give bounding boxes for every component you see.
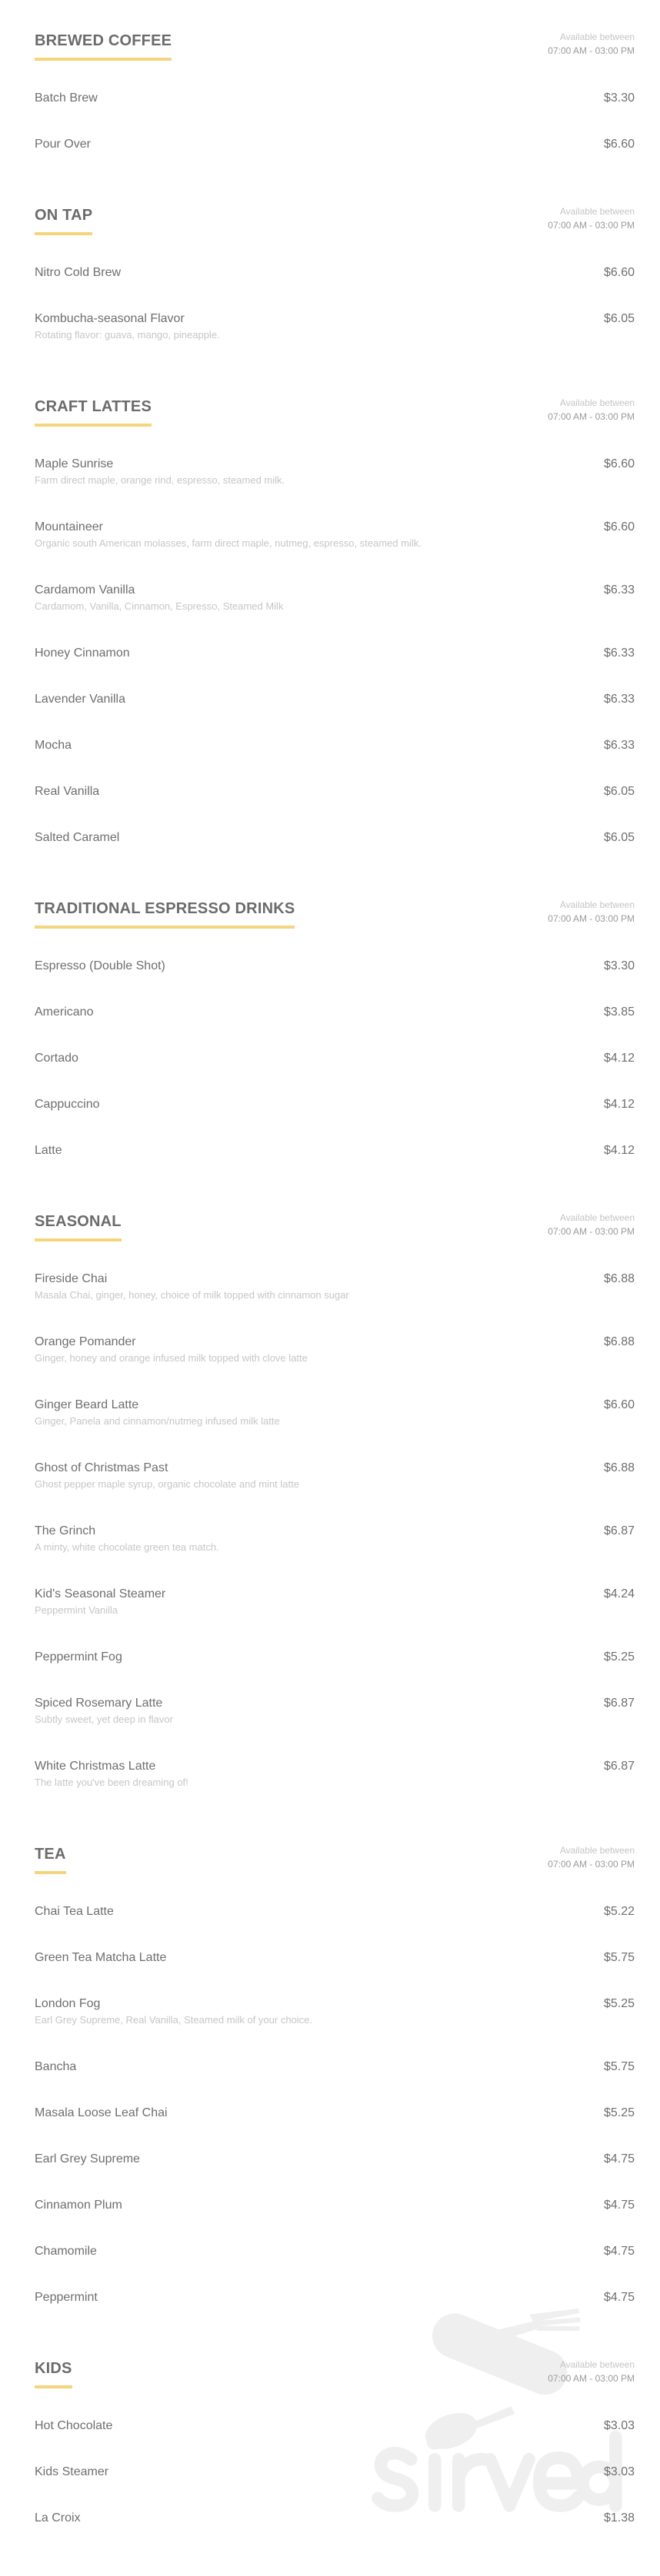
item-price: $3.30 [603, 91, 635, 105]
menu-item[interactable] [0, 1904, 660, 1920]
section-header [0, 8, 660, 91]
availability-hours: 07:00 AM - 03:00 PM [548, 1226, 635, 1237]
item-price: $4.12 [603, 1052, 635, 1065]
item-price: $4.75 [603, 2152, 635, 2166]
menu-item[interactable] [0, 1051, 660, 1066]
item-price: $3.85 [603, 1005, 635, 1019]
menu-item[interactable] [0, 784, 660, 799]
menu-item[interactable] [0, 2511, 660, 2526]
menu-item[interactable] [0, 1143, 660, 1158]
section-title: KIDS [35, 2358, 72, 2388]
menu-item[interactable] [0, 692, 660, 707]
item-name: London Fog [35, 1997, 101, 2010]
item-name: Mocha [35, 739, 72, 752]
item-price: $4.12 [603, 1144, 635, 1157]
item-name: Green Tea Matcha Latte [35, 1951, 167, 1964]
menu-item[interactable] [0, 2198, 660, 2213]
item-name: Ghost of Christmas Past [35, 1461, 168, 1474]
item-price: $6.87 [603, 1697, 635, 1710]
availability-info [548, 1211, 635, 1238]
availability-info [548, 1843, 635, 1871]
menu-item[interactable] [0, 457, 660, 489]
item-price: $6.88 [603, 1461, 635, 1474]
menu-item[interactable] [0, 2418, 660, 2434]
menu-section [0, 876, 660, 1158]
availability-label: Available between [559, 2359, 635, 2370]
item-price: $5.75 [603, 2060, 635, 2073]
item-name: Ginger Beard Latte [35, 1398, 139, 1411]
item-description: Organic south American molasses, farm direct maple, nutmeg, espresso, steamed milk. [35, 537, 422, 549]
menu-section [0, 183, 660, 344]
item-name: Cinnamon Plum [35, 2199, 122, 2212]
item-description: The latte you've been dreaming of! [35, 1777, 188, 1788]
item-description: Ghost pepper maple syrup, organic chocolate and mint latte [35, 1478, 299, 1490]
section-title: BREWED COFFEE [35, 31, 172, 61]
item-price: $5.25 [603, 1650, 635, 1664]
item-name: La Croix [35, 2511, 81, 2524]
section-header [0, 1822, 660, 1904]
availability-hours: 07:00 AM - 03:00 PM [548, 2373, 635, 2384]
menu-item[interactable] [0, 2465, 660, 2480]
menu-section [0, 2336, 660, 2526]
item-description: Peppermint Vanilla [35, 1604, 118, 1616]
item-price: $4.75 [603, 2199, 635, 2212]
availability-info [548, 30, 635, 58]
item-price: $6.05 [603, 831, 635, 844]
item-price: $3.03 [603, 2419, 635, 2432]
item-price: $6.60 [603, 266, 635, 279]
section-header [0, 876, 660, 959]
item-name: Spiced Rosemary Latte [35, 1697, 163, 1710]
section-header [0, 2336, 660, 2418]
menu-item[interactable] [0, 959, 660, 974]
availability-info [548, 2358, 635, 2385]
item-name: Cardamom Vanilla [35, 583, 135, 597]
availability-info [548, 204, 635, 232]
menu-section [0, 1822, 660, 2305]
menu-item[interactable] [0, 1461, 660, 1493]
item-name: Earl Grey Supreme [35, 2152, 140, 2166]
item-price: $4.24 [603, 1587, 635, 1600]
item-price: $6.05 [603, 785, 635, 798]
item-price: $6.60 [603, 138, 635, 151]
menu-item[interactable] [0, 830, 660, 846]
menu-item[interactable] [0, 646, 660, 661]
item-name: Pour Over [35, 138, 91, 151]
item-price: $6.33 [603, 583, 635, 597]
item-name: Batch Brew [35, 91, 98, 105]
availability-hours: 07:00 AM - 03:00 PM [548, 45, 635, 56]
availability-label: Available between [559, 206, 635, 217]
menu-item[interactable] [0, 265, 660, 281]
item-name: Salted Caramel [35, 831, 120, 844]
item-price: $6.33 [603, 646, 635, 660]
item-name: Mountaineer [35, 520, 103, 533]
menu-item[interactable] [0, 137, 660, 152]
item-name: Espresso (Double Shot) [35, 959, 165, 972]
item-name: Orange Pomander [35, 1335, 136, 1348]
item-name: Kombucha-seasonal Flavor [35, 312, 185, 325]
menu-item[interactable] [0, 2244, 660, 2259]
item-description: Masala Chai, ginger, honey, choice of milk topped with cinnamon sugar [35, 1289, 349, 1301]
menu-item[interactable] [0, 520, 660, 552]
item-name: Latte [35, 1144, 62, 1157]
item-name: Masala Loose Leaf Chai [35, 2106, 168, 2119]
section-header [0, 1189, 660, 1271]
availability-hours: 07:00 AM - 03:00 PM [548, 1859, 635, 1870]
item-name: Peppermint [35, 2291, 98, 2304]
menu-section [0, 374, 660, 846]
item-price: $3.03 [603, 2465, 635, 2478]
menu-item[interactable] [0, 1650, 660, 1665]
item-price: $5.25 [603, 2106, 635, 2119]
item-price: $1.38 [603, 2511, 635, 2524]
menu-item[interactable] [0, 738, 660, 753]
menu-item[interactable] [0, 2152, 660, 2167]
item-name: Peppermint Fog [35, 1650, 122, 1664]
menu-item[interactable] [0, 2290, 660, 2305]
item-name: Lavender Vanilla [35, 693, 126, 706]
item-price: $6.60 [603, 520, 635, 533]
item-description: Ginger, honey and orange infused milk topped with clove latte [35, 1352, 308, 1364]
item-name: Cortado [35, 1052, 78, 1065]
item-price: $4.75 [603, 2245, 635, 2258]
menu-item[interactable] [0, 1005, 660, 1020]
availability-hours: 07:00 AM - 03:00 PM [548, 220, 635, 231]
item-price: $6.33 [603, 693, 635, 706]
item-name: Real Vanilla [35, 785, 100, 798]
item-price: $5.22 [603, 1905, 635, 1918]
item-price: $6.60 [603, 1398, 635, 1411]
item-name: Chamomile [35, 2245, 97, 2258]
availability-info [548, 898, 635, 926]
section-title: ON TAP [35, 205, 92, 235]
menu-item[interactable] [0, 2106, 660, 2121]
item-description: Farm direct maple, orange rind, espresso, steamed milk. [35, 474, 285, 486]
item-price: $5.75 [603, 1951, 635, 1964]
item-price: $3.30 [603, 959, 635, 972]
menu-item[interactable] [0, 2059, 660, 2075]
item-price: $6.60 [603, 457, 635, 470]
item-name: Fireside Chai [35, 1272, 108, 1285]
menu-item[interactable] [0, 1271, 660, 1304]
item-price: $5.25 [603, 1997, 635, 2010]
item-description: Earl Grey Supreme, Real Vanilla, Steamed milk of your choice. [35, 2014, 313, 2026]
item-price: $4.12 [603, 1098, 635, 1111]
menu-item[interactable] [0, 1587, 660, 1619]
item-name: Kid's Seasonal Steamer [35, 1587, 166, 1600]
item-name: Nitro Cold Brew [35, 266, 122, 279]
availability-label: Available between [559, 1212, 635, 1223]
section-header [0, 183, 660, 265]
item-price: $6.05 [603, 312, 635, 325]
item-description: Rotating flavor: guava, mango, pineapple. [35, 329, 220, 341]
menu-item[interactable] [0, 1398, 660, 1430]
section-title: TEA [35, 1844, 66, 1874]
menu-item[interactable] [0, 583, 660, 615]
item-name: The Grinch [35, 1524, 96, 1537]
menu-section [0, 8, 660, 152]
menu-item[interactable] [0, 1524, 660, 1556]
section-header [0, 374, 660, 457]
availability-label: Available between [559, 1845, 635, 1856]
item-description: Subtly sweet, yet deep in flavor [35, 1713, 173, 1725]
item-price: $6.88 [603, 1272, 635, 1285]
section-title: CRAFT LATTES [35, 397, 152, 427]
availability-hours: 07:00 AM - 03:00 PM [548, 913, 635, 924]
item-description: A minty, white chocolate green tea match. [35, 1541, 219, 1553]
item-price: $6.87 [603, 1760, 635, 1773]
item-price: $6.87 [603, 1524, 635, 1537]
item-name: Cappuccino [35, 1098, 100, 1111]
item-name: Kids Steamer [35, 2465, 109, 2478]
menu-item[interactable] [0, 1996, 660, 2029]
availability-hours: 07:00 AM - 03:00 PM [548, 411, 635, 422]
section-title: SEASONAL [35, 1212, 122, 1241]
menu-item[interactable] [0, 1696, 660, 1728]
item-price: $6.88 [603, 1335, 635, 1348]
menu-item[interactable] [0, 1759, 660, 1791]
menu-item[interactable] [0, 1097, 660, 1112]
availability-label: Available between [559, 899, 635, 910]
menu-item[interactable] [0, 1950, 660, 1966]
menu-section [0, 1189, 660, 1791]
menu-item[interactable] [0, 311, 660, 344]
availability-info [548, 396, 635, 424]
availability-label: Available between [559, 32, 635, 42]
item-name: Bancha [35, 2060, 77, 2073]
menu-item[interactable] [0, 1335, 660, 1367]
item-name: Hot Chocolate [35, 2419, 113, 2432]
item-name: Americano [35, 1005, 94, 1019]
item-price: $4.75 [603, 2291, 635, 2304]
availability-label: Available between [559, 397, 635, 408]
section-title: TRADITIONAL ESPRESSO DRINKS [35, 899, 295, 929]
menu-item[interactable] [0, 91, 660, 106]
item-name: Maple Sunrise [35, 457, 114, 470]
item-name: Chai Tea Latte [35, 1905, 114, 1918]
item-price: $6.33 [603, 739, 635, 752]
item-name: Honey Cinnamon [35, 646, 130, 660]
item-description: Cardamom, Vanilla, Cinnamon, Espresso, Steamed Milk [35, 600, 284, 612]
item-name: White Christmas Latte [35, 1760, 156, 1773]
item-description: Ginger, Panela and cinnamon/nutmeg infused milk latte [35, 1415, 280, 1427]
